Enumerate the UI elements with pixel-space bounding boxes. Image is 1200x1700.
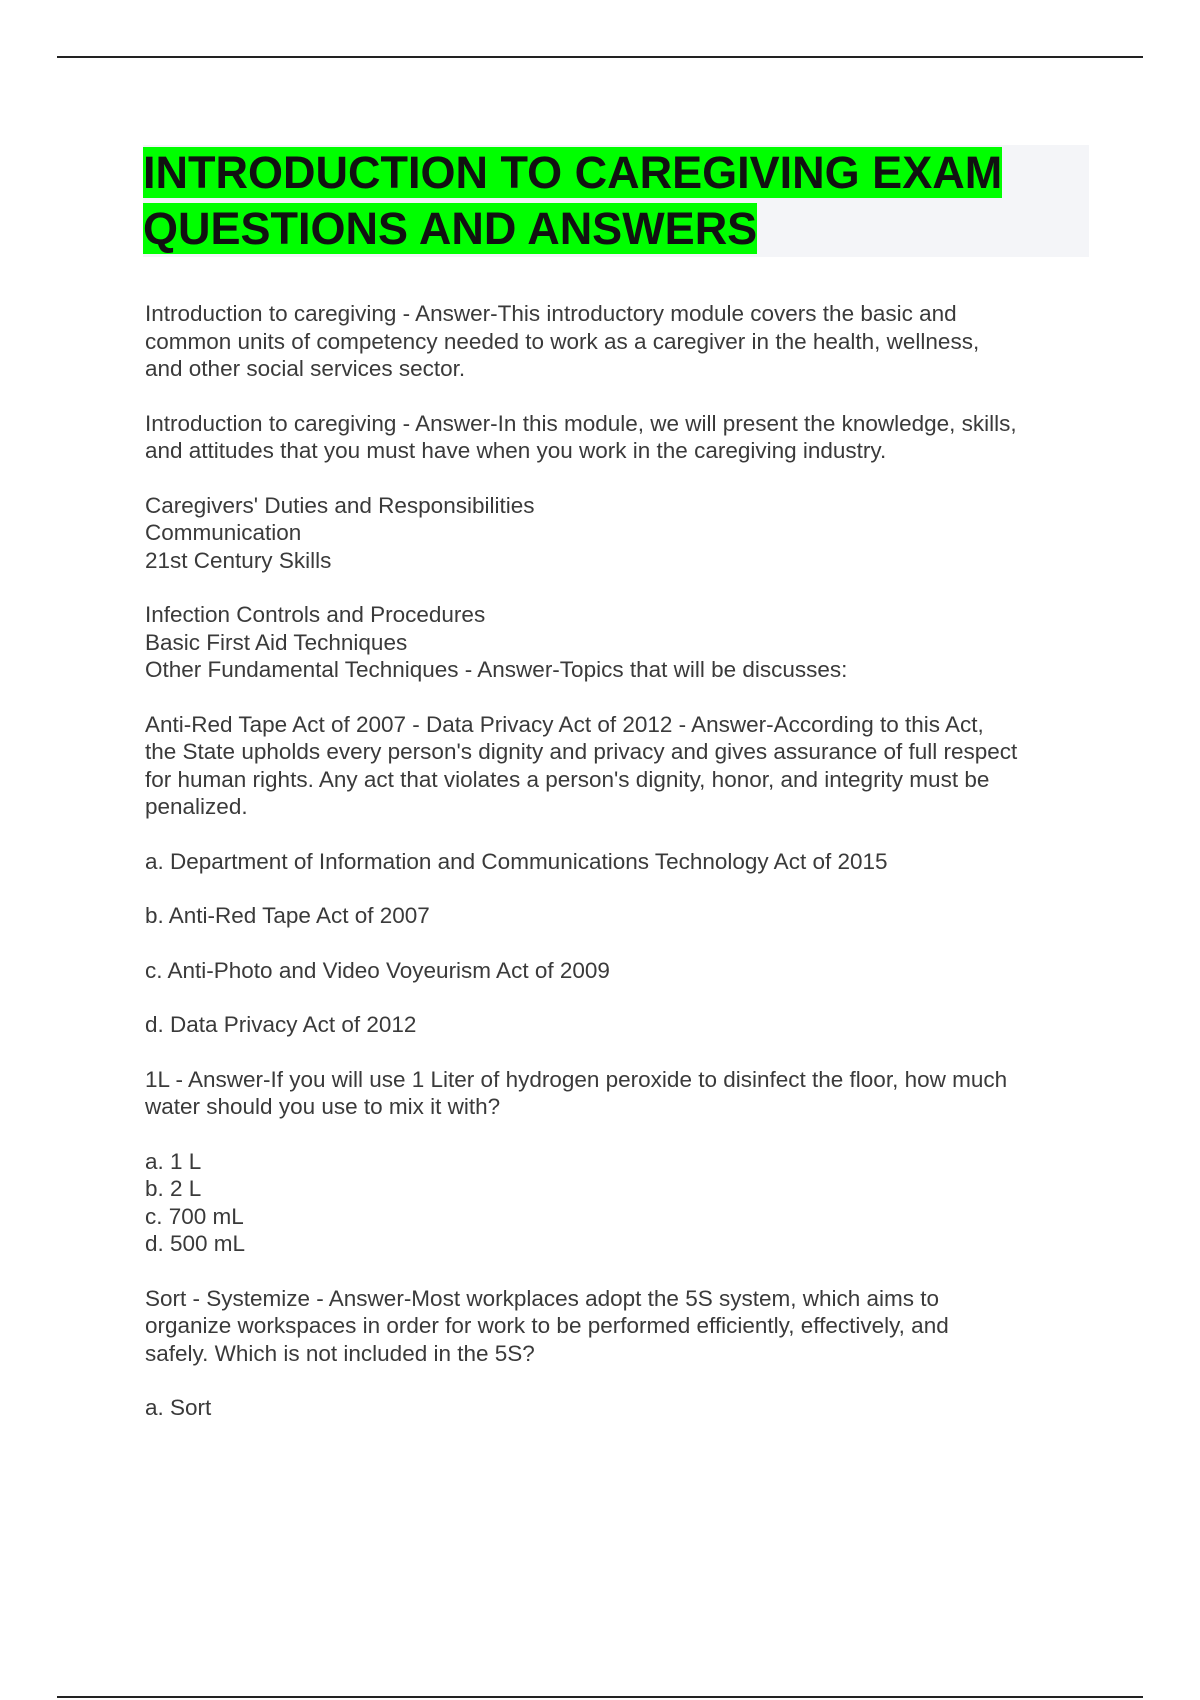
text-line: Introduction to caregiving - Answer-In this module, we will present the knowledge, skills, [145,410,1017,436]
text-line: 1L - Answer-If you will use 1 Liter of hydrogen peroxide to disinfect the floor, how much [145,1066,1008,1092]
text-line: b. 2 L [145,1176,202,1201]
title-line-1: INTRODUCTION TO CAREGIVING EXAM [143,147,1003,198]
paragraph [145,601,1090,684]
paragraph [145,1066,1090,1121]
paragraph [145,1394,1090,1422]
text-line: Caregivers' Duties and Responsibilities [145,492,535,518]
text-line: penalized. [145,794,248,819]
text-line: the State upholds every person's dignity and privacy and gives assurance of full respect [145,739,1018,764]
paragraph [145,492,1090,575]
text-line: 21st Century Skills [145,547,332,573]
text-line: for human rights. Any act that violates a person's dignity, honor, and integrity must be [145,766,990,792]
text-line: c. 700 mL [145,1203,244,1229]
text-line: d. Data Privacy Act of 2012 [145,1012,417,1037]
paragraph [145,1285,1090,1368]
title-block [143,145,1089,257]
text-line: Infection Controls and Procedures [145,602,486,627]
text-line: a. Sort [145,1395,212,1420]
paragraph [145,848,1090,876]
text-line: common units of competency needed to work as a caregiver in the health, wellness, [145,328,980,354]
text-line: Anti-Red Tape Act of 2007 - Data Privacy Act of 2012 - Answer-According to this Act, [145,711,984,737]
paragraph [145,300,1090,383]
text-line: safely. Which is not included in the 5S? [145,1340,535,1366]
paragraph [145,1011,1090,1039]
text-line: b. Anti-Red Tape Act of 2007 [145,903,430,928]
document-title [143,145,1089,257]
paragraph [145,902,1090,930]
text-line: Sort - Systemize - Answer-Most workplaces adopt the 5S system, which aims to [145,1285,940,1311]
text-line: organize workspaces in order for work to be performed efficiently, effectively, and [145,1313,949,1338]
top-rule [57,56,1143,58]
text-line: a. Department of Information and Communications Technology Act of 2015 [145,848,888,874]
paragraph [145,711,1090,821]
text-line: and other social services sector. [145,356,466,381]
text-line: d. 500 mL [145,1231,246,1256]
text-line: water should you use to mix it with? [145,1094,501,1119]
paragraph [145,957,1090,985]
text-line: Basic First Aid Techniques [145,629,408,655]
paragraph [145,410,1090,465]
text-line: and attitudes that you must have when you work in the caregiving industry. [145,438,887,463]
paragraph [145,1148,1090,1258]
text-line: Introduction to caregiving - Answer-This introductory module covers the basic and [145,301,957,326]
text-line: c. Anti-Photo and Video Voyeurism Act of 2009 [145,957,610,983]
text-line: Other Fundamental Techniques - Answer-Topics that will be discusses: [145,657,848,682]
bottom-rule [57,1696,1143,1698]
text-line: Communication [145,520,302,545]
document-body [145,300,1090,1449]
text-line: a. 1 L [145,1148,202,1174]
title-line-2: QUESTIONS AND ANSWERS [143,203,758,254]
